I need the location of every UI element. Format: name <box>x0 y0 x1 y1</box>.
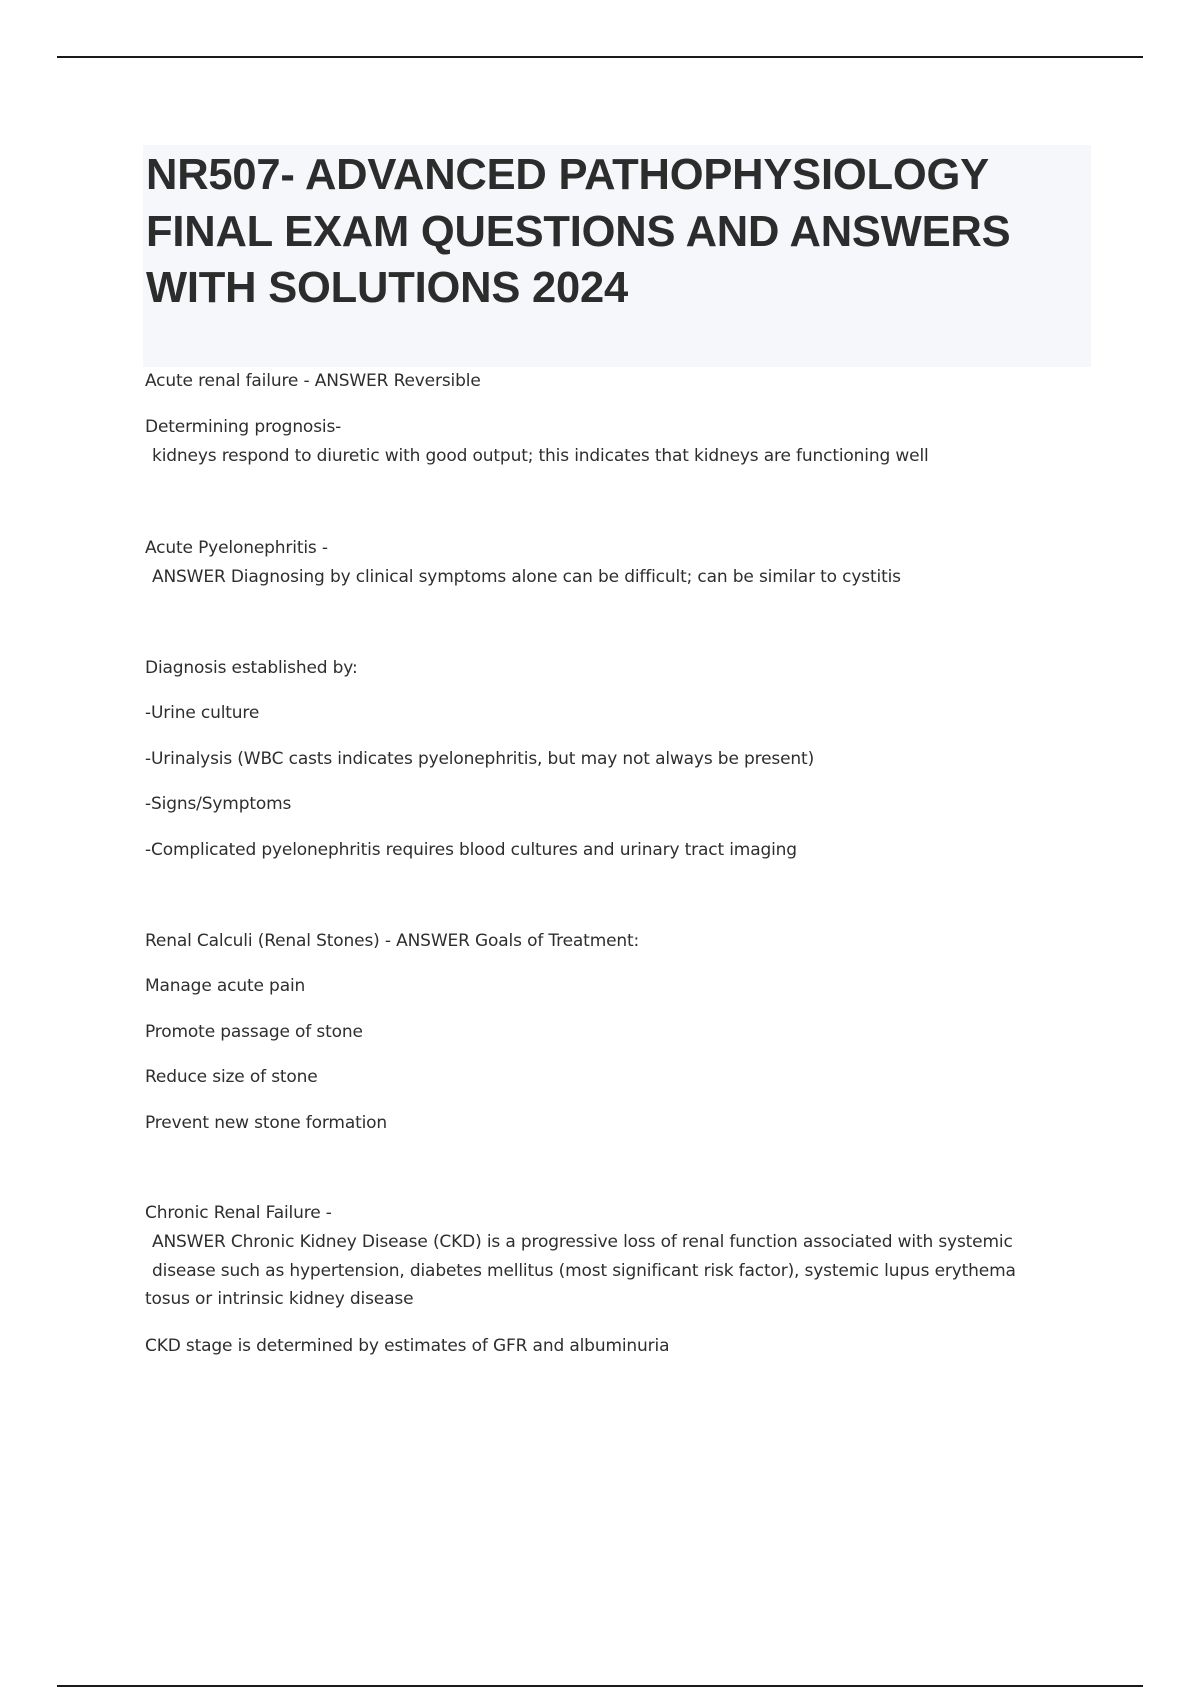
top-rule <box>57 56 1143 58</box>
text-line: Reduce size of stone <box>145 1067 318 1087</box>
text-line: Renal Calculi (Renal Stones) - ANSWER Goals of Treatment: <box>145 931 640 951</box>
text-line: Acute Pyelonephritis - <box>145 538 328 558</box>
text-line: ANSWER Diagnosing by clinical symptoms alone can be difficult; can be similar to cystitis <box>152 567 901 587</box>
text-line: -Urine culture <box>145 703 260 723</box>
text-line: Acute renal failure - ANSWER Reversible <box>145 371 481 391</box>
text-line: -Complicated pyelonephritis requires blood cultures and urinary tract imaging <box>145 840 797 860</box>
text-line: Diagnosis established by: <box>145 658 358 678</box>
text-line: -Urinalysis (WBC casts indicates pyelonephritis, but may not always be present) <box>145 749 815 769</box>
text-line: Chronic Renal Failure - <box>145 1203 332 1223</box>
text-line: -Signs/Symptoms <box>145 794 292 814</box>
text-line: Determining prognosis- <box>145 417 342 437</box>
text-line: kidneys respond to diuretic with good output; this indicates that kidneys are functioning well <box>152 446 929 466</box>
document-title: NR507- ADVANCED PATHOPHYSIOLOGY FINAL EXAM QUESTIONS AND ANSWERS WITH SOLUTIONS 2024 <box>146 151 1011 312</box>
text-line: disease such as hypertension, diabetes mellitus (most significant risk factor), systemic lupus erythema <box>152 1261 1016 1281</box>
text-line: ANSWER Chronic Kidney Disease (CKD) is a progressive loss of renal function associated with systemic <box>152 1232 1013 1252</box>
text-line: Prevent new stone formation <box>145 1113 388 1133</box>
text-line: Manage acute pain <box>145 976 306 996</box>
text-line: tosus or intrinsic kidney disease <box>145 1289 414 1309</box>
text-line: Promote passage of stone <box>145 1022 363 1042</box>
text-line: CKD stage is determined by estimates of GFR and albuminuria <box>145 1336 670 1356</box>
bottom-rule <box>57 1685 1143 1687</box>
